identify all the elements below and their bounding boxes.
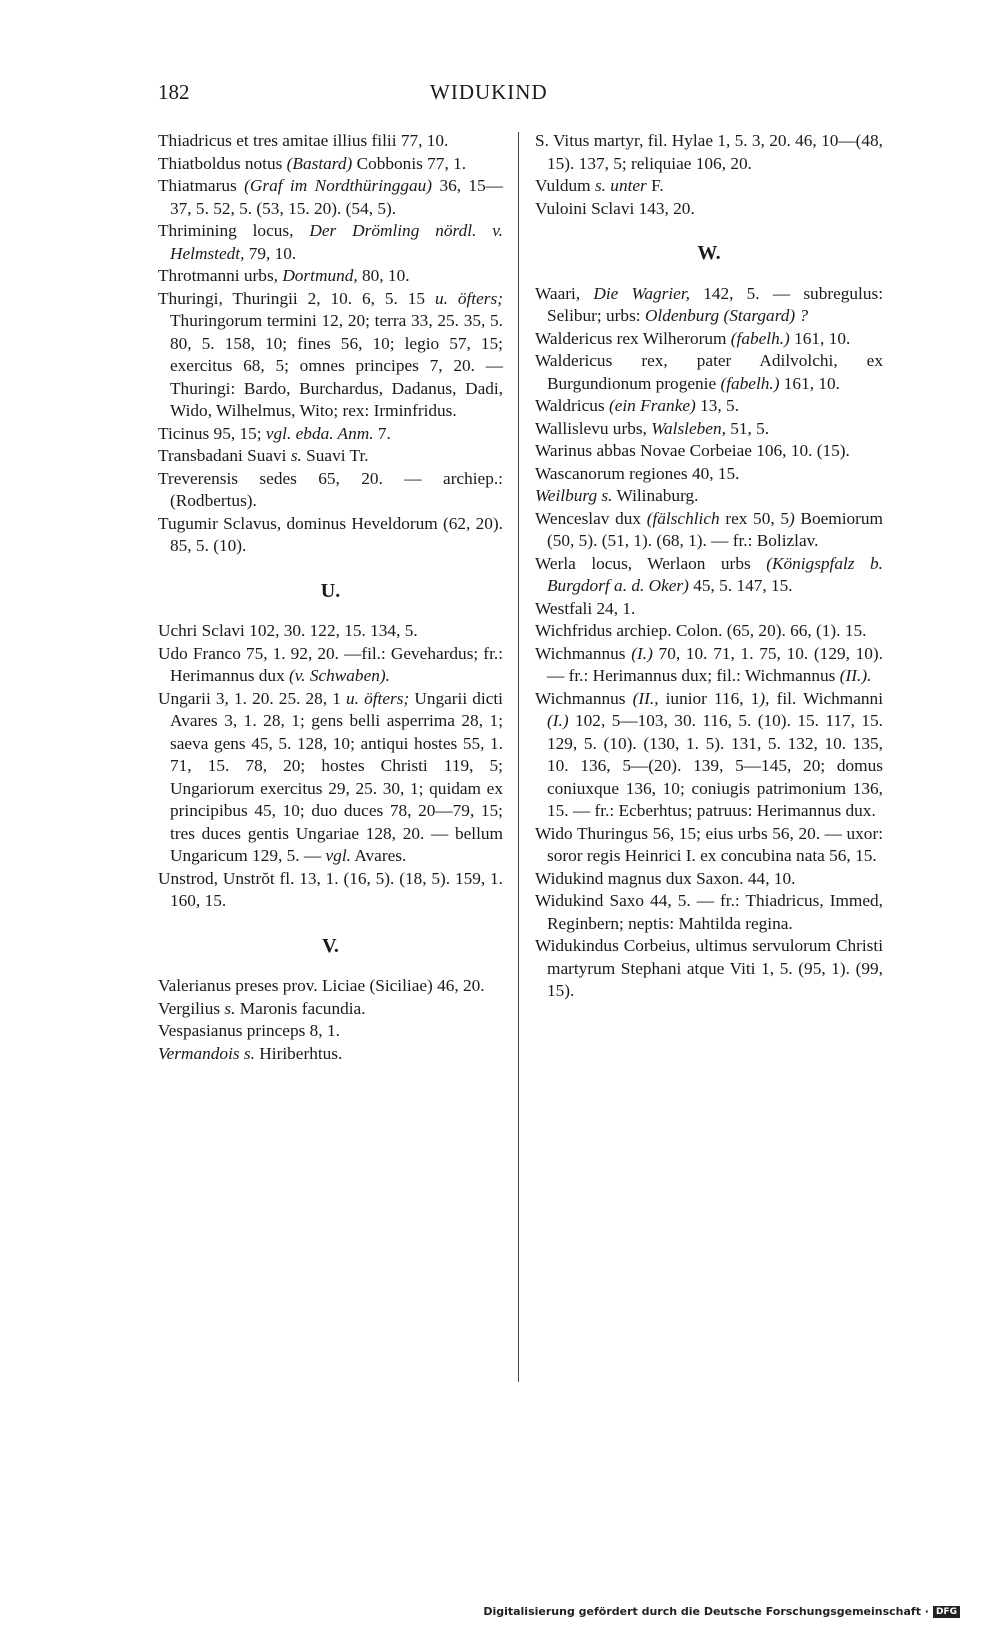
index-entry: Vermandois s. Hiriberhtus.: [158, 1043, 343, 1063]
index-entry: Throtmanni urbs, Dortmund, 80, 10.: [158, 266, 410, 285]
index-entry: Thiatmarus (Graf im Nordthüringgau) 36, 15—37, 5. 52, 5. (53, 15. 20). (54, 5).: [158, 176, 503, 218]
index-entry: Wichmannus (II., iunior 116, 1), fil. Wichmanni (I.) 102, 5—103, 30. 116, 5. (10). 15. 117, 15. 129, 5. (10). (130, 1. 5). 131, 5. 132, 10. 135, 10. 136, 5—(20). 139, 5—145, 20; domus coniuxque 136, 10; coniugis patrimonium 136, 15. — fr.: Ecberhtus; patruus: Herimannus dux.: [535, 688, 883, 820]
index-entry: Vuldum s. unter F.: [535, 176, 664, 195]
index-entry: Weilburg s. Wilinaburg.: [535, 486, 699, 505]
index-entry: Unstrod, Unstrŏt fl. 13, 1. (16, 5). (18, 5). 159, 1. 160, 15.: [158, 868, 503, 910]
index-entry: Thrimining locus, Der Drömling nördl. v. Helmstedt, 79, 10.: [158, 221, 503, 263]
index-entry: Tugumir Sclavus, dominus Heveldorum (62, 20). 85, 5. (10).: [158, 513, 503, 555]
index-entry: Waldericus rex, pater Adilvolchi, ex Burgundionum progenie (fabelh.) 161, 10.: [535, 351, 883, 393]
index-entry: Wallislevu urbs, Walsleben, 51, 5.: [535, 418, 770, 438]
section-letter: U.: [320, 579, 341, 602]
index-entry: Vespasianus princeps 8, 1.: [158, 1021, 340, 1040]
index-entry: Ticinus 95, 15; vgl. ebda. Anm. 7.: [158, 423, 391, 443]
index-entry: Widukind magnus dux Saxon. 44, 10.: [535, 868, 796, 888]
index-entry: Waldricus (ein Franke) 13, 5.: [535, 396, 740, 415]
page-number: 182: [158, 80, 190, 104]
running-title: WIDUKIND: [430, 80, 548, 104]
page-header: [158, 80, 590, 110]
index-column-left: [158, 130, 503, 1065]
column-divider: [518, 132, 519, 1382]
index-entry: Treverensis sedes 65, 20. — archiep.: (Rodbertus).: [158, 468, 503, 510]
index-entry: Thiatboldus notus (Bastard) Cobbonis 77, 1.: [158, 153, 467, 173]
index-entry: Vuloini Sclavi 143, 20.: [535, 198, 695, 218]
index-entry: Westfali 24, 1.: [535, 598, 636, 618]
index-entry: S. Vitus martyr, fil. Hylae 1, 5. 3, 20. 46, 10—(48, 15). 137, 5; reliquiae 106, 20.: [535, 131, 883, 173]
index-entry: Thiadricus et tres amitae illius filii 77, 10.: [158, 131, 449, 150]
index-entry: Wenceslav dux (fälschlich rex 50, 5) Boemiorum (50, 5). (51, 1). (68, 1). — fr.: Bolizlav.: [535, 508, 883, 550]
section-letter: V.: [322, 934, 339, 957]
index-entry: Thuringi, Thuringii 2, 10. 6, 5. 15 u. öfters; Thuringorum termini 12, 20; terra 33, 25. 35, 5. 80, 5. 158, 10; fines 56, 10; legio 57, 15; exercitus 68, 5; omnes principes 7, 20. — Thuringi: Bardo, Burchardus, Dadanus, Dadi, Wido, Wilhelmus, Wito; rex: Irminfridus.: [158, 288, 503, 420]
index-entry: Widukindus Corbeius, ultimus servulorum Christi martyrum Stephani atque Viti 1, 5. (95, 1). (99, 15).: [535, 936, 883, 1000]
index-entry: Udo Franco 75, 1. 92, 20. —fil.: Gevehardus; fr.: Herimannus dux (v. Schwaben).: [158, 643, 503, 685]
dfg-logo: DFG: [933, 1606, 960, 1618]
index-entry: Vergilius s. Maronis facundia.: [158, 998, 366, 1018]
index-entry: Transbadani Suavi s. Suavi Tr.: [158, 446, 369, 465]
index-entry: Wichmannus (I.) 70, 10. 71, 1. 75, 10. (129, 10). — fr.: Herimannus dux; fil.: Wichmannus (II.).: [535, 643, 884, 685]
index-column-right: [535, 130, 883, 1003]
index-entry: Wido Thuringus 56, 15; eius urbs 56, 20. — uxor: soror regis Heinrici I. ex concubina nata 56, 15.: [535, 823, 883, 865]
footer-credit: [483, 1605, 960, 1618]
index-entry: Uchri Sclavi 102, 30. 122, 15. 134, 5.: [158, 621, 418, 640]
index-entry: Wascanorum regiones 40, 15.: [535, 463, 740, 483]
index-entry: Waari, Die Wagrier, 142, 5. — subregulus: Selibur; urbs: Oldenburg (Stargard) ?: [535, 283, 884, 325]
section-letter: W.: [697, 242, 721, 264]
index-entry: Ungarii 3, 1. 20. 25. 28, 1 u. öfters; Ungarii dicti Avares 3, 1. 28, 1; gens belli asperrima 28, 1; saeva gens 45, 5. 128, 10; antiqui hostes 55, 1. 71, 15. 78, 20; hostes Christi 119, 5; Ungariorum exercitus 29, 25. 30, 1; quidam ex principibus 45, 10; duo duces 78, 20—79, 15; tres duces gentis Ungariae 128, 20. — bellum Ungaricum 129, 5. — vgl. Avares.: [158, 688, 503, 865]
index-entry: Widukind Saxo 44, 5. — fr.: Thiadricus, Immed, Reginbern; neptis: Mahtilda regina.: [535, 891, 883, 933]
index-entry: Waldericus rex Wilherorum (fabelh.) 161, 10.: [535, 328, 851, 348]
footer-text: Digitalisierung gefördert durch die Deutsche Forschungsgemeinschaft ·: [483, 1605, 929, 1618]
index-entry: Valerianus preses prov. Liciae (Siciliae) 46, 20.: [158, 976, 485, 995]
index-entry: Werla locus, Werlaon urbs (Königspfalz b. Burgdorf a. d. Oker) 45, 5. 147, 15.: [535, 553, 883, 595]
index-entry: Wichfridus archiep. Colon. (65, 20). 66, (1). 15.: [535, 621, 867, 640]
index-entry: Warinus abbas Novae Corbeiae 106, 10. (15).: [535, 441, 850, 460]
